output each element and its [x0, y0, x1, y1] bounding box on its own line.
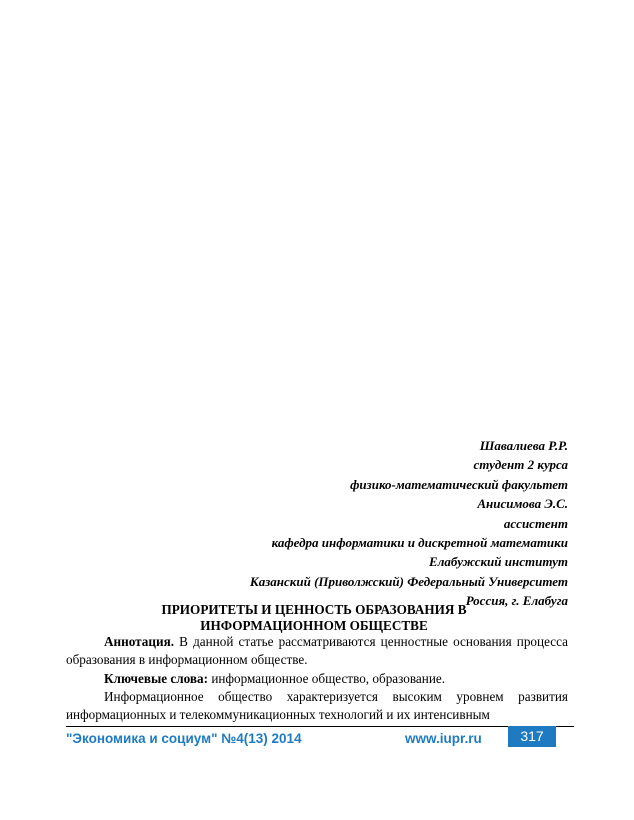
keywords-text: информационное общество, образование.: [208, 670, 446, 686]
page-number-badge: 317: [508, 726, 556, 747]
affiliation-university: Казанский (Приволжский) Федеральный Университет: [249, 573, 568, 589]
author-name-2: Анисимова Э.С.: [477, 496, 568, 512]
affiliation-institute: Елабужский институт: [429, 554, 568, 570]
keywords-paragraph: [66, 670, 568, 688]
affiliation-location: Россия, г. Елабуга: [465, 593, 568, 609]
footer-website: www.iupr.ru: [405, 731, 482, 746]
footer-journal-title: "Экономика и социум" №4(13) 2014: [66, 731, 302, 746]
article-title-line-1: ПРИОРИТЕТЫ И ЦЕННОСТЬ ОБРАЗОВАНИЯ В: [161, 602, 467, 617]
author-role-2: ассистент: [503, 515, 568, 531]
abstract-paragraph: [66, 633, 568, 670]
abstract-label: Аннотация.: [104, 634, 175, 649]
article-body: [66, 633, 568, 724]
author-faculty-1: физико-математический факультет: [350, 476, 568, 492]
author-name-1: Шавалиева Р.Р.: [479, 438, 568, 453]
article-title: [60, 602, 568, 633]
keywords-label: Ключевые слова:: [104, 670, 209, 686]
author-role-1: студент 2 курса: [473, 457, 568, 473]
article-title-line-2: ИНФОРМАЦИОННОМ ОБЩЕСТВЕ: [200, 617, 428, 633]
author-block: [150, 436, 568, 611]
author-department-2: кафедра информатики и дискретной математики: [271, 535, 568, 551]
body-paragraph: Информационное общество характеризуется высоким уровнем развития информационных и телекоммуникационных технологий и их интенсивным: [66, 688, 568, 723]
abstract-text: В данной статье рассматриваются ценностные основания процесса образования в информационном обществе.: [66, 634, 568, 668]
footer-divider: [66, 726, 574, 727]
